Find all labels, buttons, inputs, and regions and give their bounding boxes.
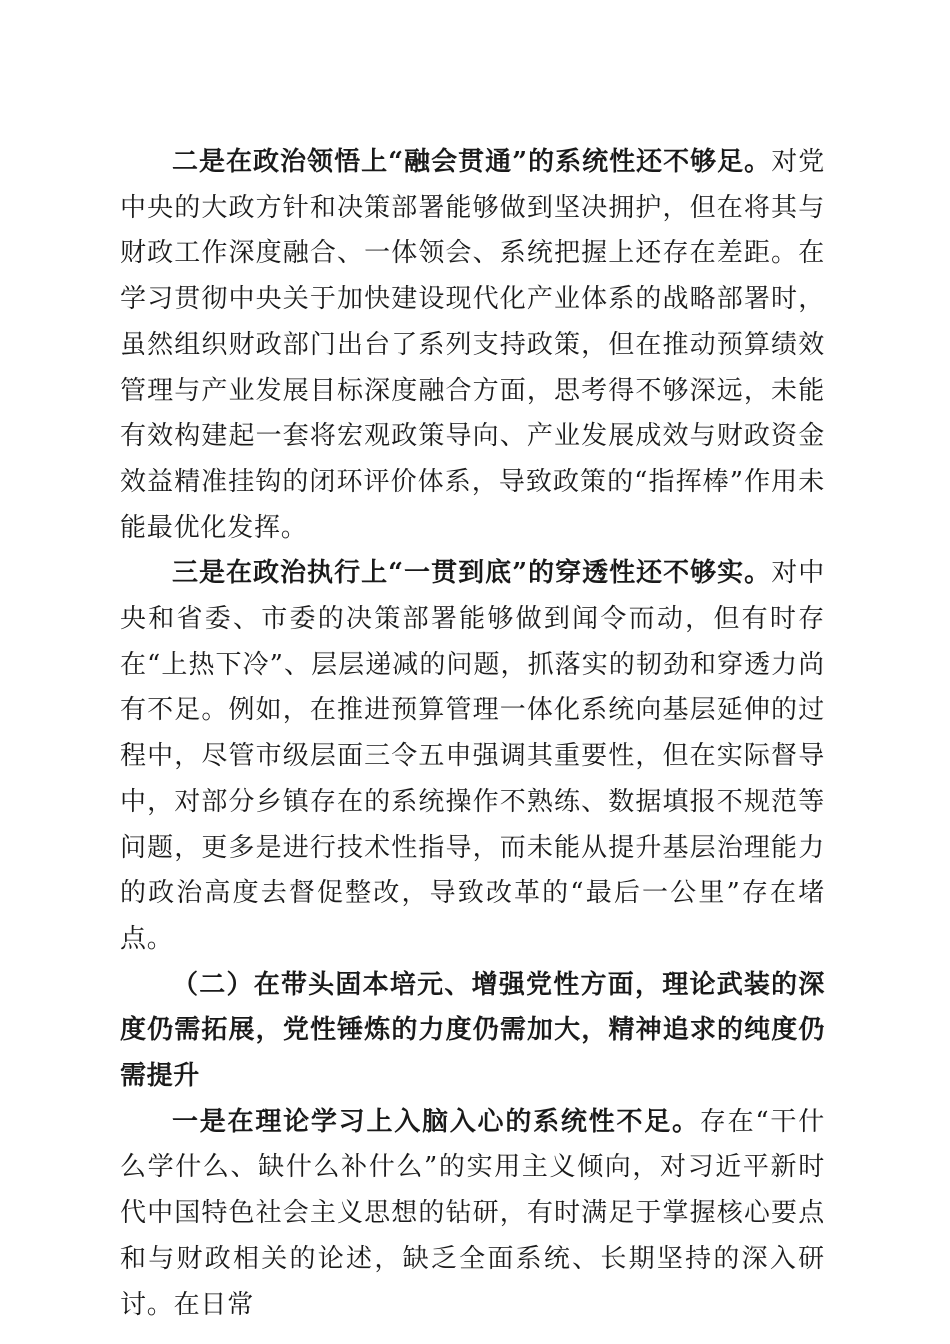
paragraph-text: 对中央和省委、市委的决策部署能够做到闻令而动，但有时存在“上热下冷”、层层递减的问题，抓落实的韧劲和穿透力尚有不足。例如，在推进预算管理一体化系统向基层延伸的过程中，尽管市级层面三令五申强调其重要性，但在实际督导中，对部分乡镇存在的系统操作不熟练、数据填报不规范等问题，更多是进行技术性指导，而未能从提升基层治理能力的政治高度去督促整改，导致改革的“最后一公里”存在堵点。 [120,558,825,954]
document-body [120,140,825,1328]
paragraph-lead: 二是在政治领悟上“融会贯通”的系统性还不够足。 [172,147,772,177]
paragraph-theory-study [120,1100,825,1329]
section-heading: （二）在带头固本培元、增强党性方面，理论武装的深度仍需拓展，党性锤炼的力度仍需加大，精神追求的纯度仍需提升 [120,969,825,1092]
paragraph-text: 存在“干什么学什么、缺什么补什么”的实用主义倾向，对习近平新时代中国特色社会主义思想的钻研，有时满足于掌握核心要点和与财政相关的论述，缺乏全面系统、长期坚持的深入研讨。在日常 [120,1106,826,1320]
paragraph-political-understanding [120,140,825,551]
paragraph-lead: 一是在理论学习上入脑入心的系统性不足。 [172,1106,700,1137]
paragraph-text: 对党中央的大政方针和决策部署能够做到坚决拥护，但在将其与财政工作深度融合、一体领会、系统把握上还存在差距。在学习贯彻中央关于加快建设现代化产业体系的战略部署时，虽然组织财政部门出台了系列支持政策，但在推动预算绩效管理与产业发展目标深度融合方面，思考得不够深远，未能有效构建起一套将宏观政策导向、产业发展成效与财政资金效益精准挂钩的闭环评价体系，导致政策的“指挥棒”作用未能最优化发挥。 [120,147,825,543]
paragraph-political-execution [120,551,825,962]
paragraph-lead: 三是在政治执行上“一贯到底”的穿透性还不够实。 [172,558,772,589]
